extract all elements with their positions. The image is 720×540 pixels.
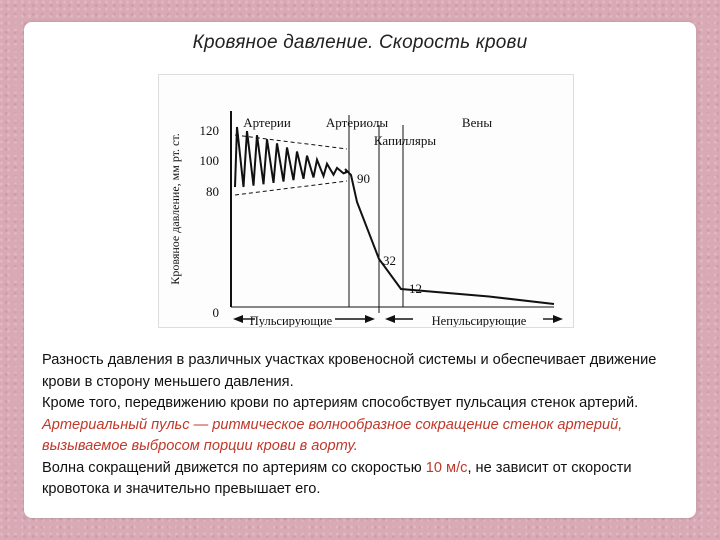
caption-text [42, 350, 682, 501]
region-label-arteries: Артерии [243, 115, 291, 130]
point-label-12: 12 [409, 281, 422, 296]
y-tick-80: 80 [206, 184, 219, 199]
caption-pulse-definition: Артериальный пульс — ритмическое волнообразное сокращение стенок артерий, вызываемое выбросом порции крови в аорту. [42, 416, 623, 454]
point-label-90: 90 [357, 171, 370, 186]
label-pulsing: Пульсирующие [249, 314, 333, 327]
caption-p3c: , не зависит от скорости кровотока и значительно превышает его. [42, 459, 632, 497]
pressure-series-line [345, 169, 554, 304]
point-label-32: 32 [383, 253, 396, 268]
arrow-right-pulsing [365, 315, 375, 323]
region-label-arterioles: Артериолы [325, 115, 389, 130]
lower-envelope [235, 181, 347, 195]
caption-p3a: Волна сокращений движется по артериям со скоростью [42, 459, 422, 476]
arrow-left-pulsing [233, 315, 243, 323]
caption-p2a: Кроме того, передвижению крови по артериям способствует пульсация стенок артерий. [42, 395, 639, 411]
slide [24, 22, 696, 518]
arrow-right-nonpulsing [553, 315, 563, 323]
pulse-wave [235, 127, 347, 187]
upper-envelope [235, 135, 347, 149]
caption-speed-value: 10 м/с [425, 459, 468, 476]
region-label-capillaries: Капилляры [373, 133, 437, 148]
label-nonpulsing: Непульсирующие [431, 314, 527, 327]
arrow-left-nonpulsing [385, 315, 395, 323]
caption-p1: Разность давления в различных участках кровеносной системы и обеспечивает движение крови в сторону меньшего давления. [42, 352, 657, 390]
y-tick-120: 120 [199, 123, 219, 138]
slide-title: Кровяное давление. Скорость крови [192, 32, 528, 53]
y-tick-0: 0 [212, 305, 219, 320]
chart-svg [159, 75, 573, 327]
y-axis-label: Кровяное давление, мм рт. ст. [168, 133, 182, 285]
y-tick-100: 100 [199, 153, 219, 168]
blood-pressure-chart [158, 74, 574, 328]
region-label-veins: Вены [461, 115, 493, 130]
